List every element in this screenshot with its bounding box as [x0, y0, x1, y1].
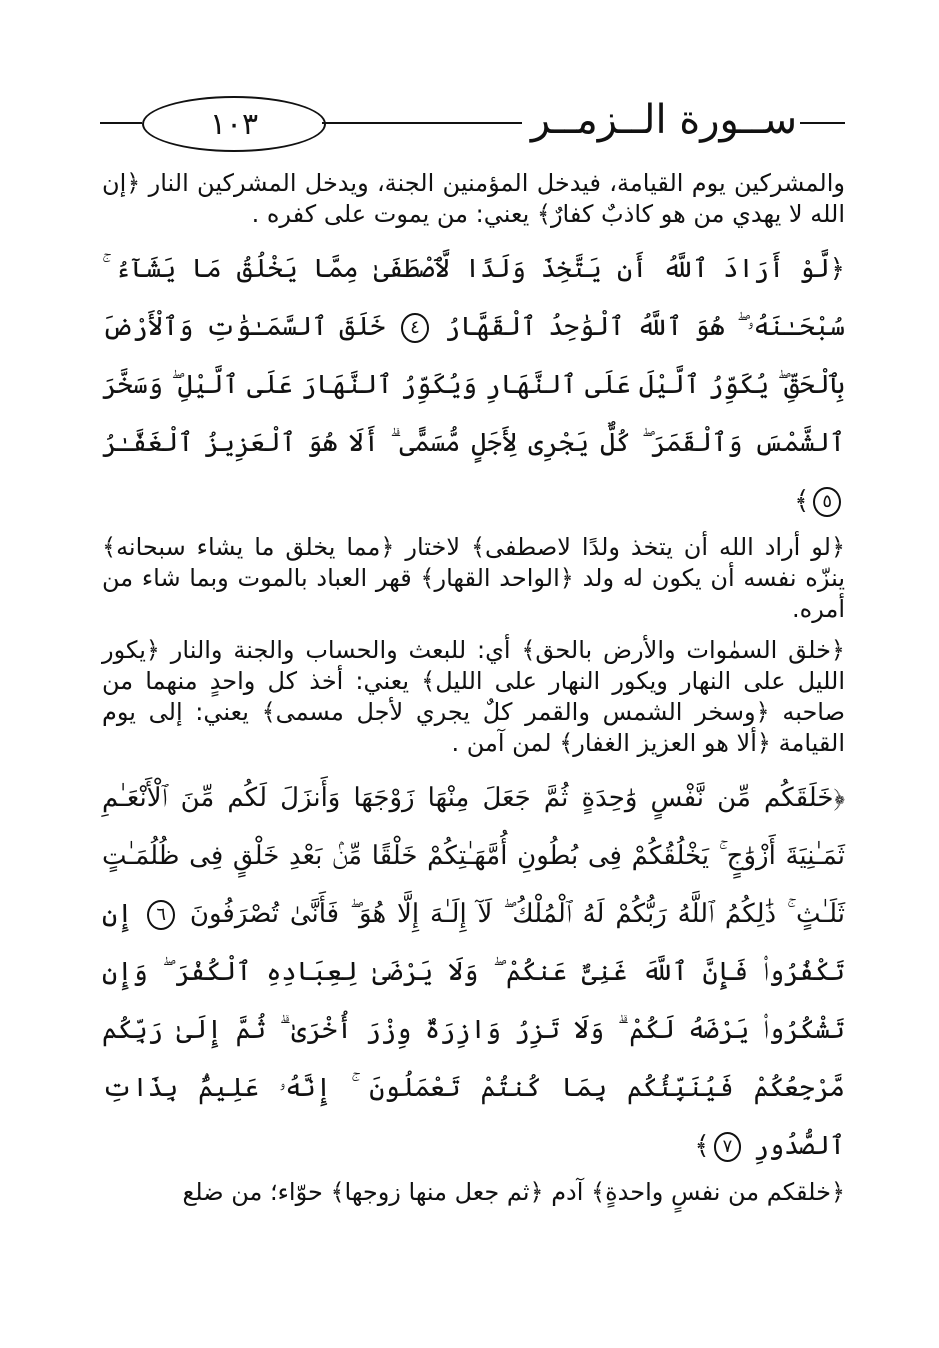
- ayah-number-marker: ٦: [147, 900, 175, 930]
- header-rule-right: [800, 122, 845, 124]
- verse-text: ﴿خَلَقَكُم مِّن نَّفْسٍ وَٰحِدَةٍ ثُمَّ جَعَلَ مِنْهَا زَوْجَهَا وَأَنزَلَ لَكُم مِّنَ ٱلْأَنْعَـٰمِ ثَمَـٰنِيَةَ أَزْوَٰجٍ ۚ يَخْلُقُكُمْ فِى بُطُونِ أُمَّهَـٰتِكُمْ خَلْقًا مِّنۢ بَعْدِ خَلْقٍ فِى ظُلُمَـٰتٍ ثَلَـٰثٍ ۚ ذَٰلِكُمُ ٱللَّهُ رَبُّكُمْ لَهُ ٱلْمُلْكُ ۖ لَآ إِلَـٰهَ إِلَّا هُوَ ۖ فَأَنَّىٰ تُصْرَفُونَ: [102, 783, 846, 929]
- commentary-paragraph: ﴿خلق السمٰوات والأرض بالحق﴾ أي: للبعث والحساب والجنة والنار ﴿يكور الليل على النهار ويكور النهار على الليل﴾ يعني: أخذ كل واحدٍ منهما من صاحبه ﴿وسخر الشمس والقمر كلٌ يجري لأجل مسمى﴾ يعني: إلى يوم القيامة ﴿ألا هو العزيز الغفار﴾ لمن آمن .: [102, 636, 845, 757]
- verse-text: إِن تَكْفُرُوا۟ فَإِنَّ ٱللَّهَ غَنِىٌّ عَنكُمْ ۖ وَلَا يَرْضَىٰ لِعِبَادِهِ ٱلْكُفْرَ ۖ وَإِن تَشْكُرُوا۟ يَرْضَهُ لَكُمْ ۗ وَلَا تَزِرُ وَازِرَةٌ وِزْرَ أُخْرَىٰ ۗ ثُمَّ إِلَىٰ رَبِّكُم مَّرْجِعُكُمْ فَيُنَبِّئُكُم بِمَا كُنتُمْ تَعْمَلُونَ ۚ إِنَّهُۥ عَلِيمٌۢ بِذَاتِ ٱلصُّدُورِ: [102, 899, 845, 1161]
- ayah-number-marker: ٤: [401, 313, 429, 343]
- verse-text: ﴿لَّوْ أَرَادَ ٱللَّهُ أَن يَتَّخِذَ وَلَدًا لَّٱصْطَفَىٰ مِمَّا يَخْلُقُ مَا يَشَآءُ ۚ سُبْحَـٰنَهُۥ ۖ هُوَ ٱللَّهُ ٱلْوَٰحِدُ ٱلْقَهَّارُ: [102, 254, 846, 342]
- commentary-paragraph: ﴿لو أراد الله أن يتخذ ولدًا لاصطفى﴾ لاختار ﴿مما يخلق ما يشاء سبحانه﴾ ينزّه نفسه أن يكون له ولد ﴿الواحد القهار﴾ قهر العباد بالموت وبما شاء من أمره.: [102, 533, 845, 623]
- quran-verses: [102, 769, 845, 1175]
- header-rule-middle: [322, 122, 522, 124]
- page-body: [102, 168, 845, 1218]
- surah-title: ســورة الــزمــر: [530, 97, 798, 143]
- page-header: [100, 88, 845, 158]
- verse-close-bracket: ﴾: [794, 486, 810, 516]
- ayah-number-marker: ٥: [813, 487, 841, 517]
- header-rule-left: [100, 122, 142, 124]
- verse-close-bracket: ﴾: [694, 1131, 710, 1161]
- verse-text: خَلَقَ ٱلسَّمَـٰوَٰتِ وَٱلْأَرْضَ بِٱلْحَقِّ ۖ يُكَوِّرُ ٱلَّيْلَ عَلَى ٱلنَّهَارِ وَيُكَوِّرُ ٱلنَّهَارَ عَلَى ٱلَّيْلِ ۖ وَسَخَّرَ ٱلشَّمْسَ وَٱلْقَمَرَ ۖ كُلٌّ يَجْرِى لِأَجَلٍ مُّسَمًّى ۗ أَلَا هُوَ ٱلْعَزِيزُ ٱلْغَفَّـٰرُ: [102, 312, 845, 458]
- quran-verses: [102, 240, 845, 530]
- page-number: ١٠٣: [142, 96, 326, 152]
- ayah-number-marker: ٧: [714, 1132, 742, 1162]
- commentary-paragraph: والمشركين يوم القيامة، فيدخل المؤمنين الجنة، ويدخل المشركين النار ﴿إن الله لا يهدي من هو كاذبٌ كفارٌ﴾ يعني: من يموت على كفره .: [102, 169, 845, 228]
- commentary-paragraph: ﴿خلقكم من نفسٍ واحدةٍ﴾ آدم ﴿ثم جعل منها زوجها﴾ حوّاء؛ من ضلع: [182, 1178, 845, 1206]
